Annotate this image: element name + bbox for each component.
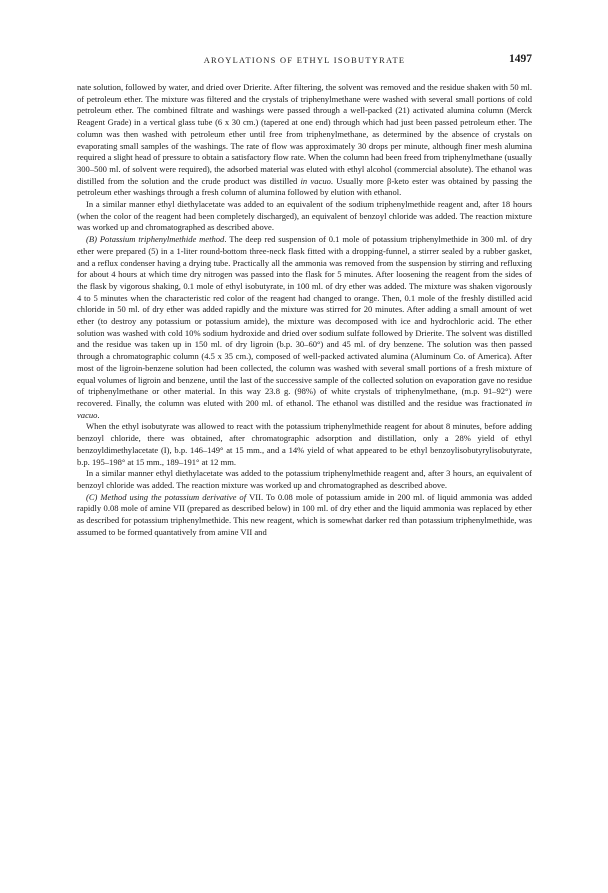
italic-text: in vacuo — [300, 175, 331, 186]
italic-text: Potassium triphenylmethide method — [99, 234, 225, 245]
paragraph — [77, 234, 532, 421]
paragraph — [77, 468, 532, 491]
paragraph-text: . — [97, 409, 100, 420]
page-header — [77, 53, 532, 69]
paragraph — [77, 199, 532, 234]
paragraph-text: . The deep red suspension of 0.1 mole of potassium triphenylmethide in 300 ml. of dry ether were prepared (5) in a 1-liter round-bottom three-neck flask fitted with a dropping-funnel, a stirrer sealed by a rubber gasket, and a reflux condenser having a drying tube. Practically all the ammonia was removed from the suspension by stirring and refluxing for about 4 hours at which time dry nitrogen was passed into the flask for 5 minutes. After loosening the reagent from the sides of the flask by vigorous shaking, 0.1 mole of ethyl isobutyrate, in 100 ml. of dry ether was added. The mixture was shaken vigorously 4 to 5 minutes when the characteristic red color of the reagent had changed to orange. Then, 0.1 mole of the freshly distilled acid chloride in 50 ml. of dry ether was added rapidly and the mixture was stirred for 20 minutes. After adding a small amount of wet ether (to destroy any potassium or potassium amide), the mixture was decomposed with ice and hydrochloric acid. The ether solution was washed with cold 10% sodium hydroxide and dried over sodium sulfate followed by Drierite. The solvent was distilled and the residue was taken up in 150 ml. of dry ligroin (b.p. 30–60°) and 45 ml. of dry benzene. The solution was then passed through a chromatographic column (4.5 x 35 cm.), composed of well-packed activated alumina (Aluminum Co. of America). After most of the ligroin-benzene solution had been collected, the column was washed with several small portions of a fresh mixture of equal volumes of ligroin and benzene, until the last of the successive sample of the collected solution on evaporation gave no residue of triphenylmethane or other material. In this way 23.8 g. (98%) of white crystals of triphenylmethane, (m.p. 91–92°) were recovered. Finally, the column was eluted with 200 ml. of ethanol. The ethanol was distilled and the residue was fractionated — [77, 234, 532, 408]
italic-text: (C) — [86, 491, 101, 502]
paragraph — [77, 492, 532, 539]
paragraph — [77, 82, 532, 199]
paragraph-text: VII. To 0.08 mole of potassium amide in 200 ml. of liquid ammonia was added rapidly 0.08 mole of amine VII (prepared as described below) in 100 ml. of dry ether and the liquid ammonia was replaced by ether as described for potassium triphenylmethide. This new reagent, which is somewhat darker red than potassium triphenylmethide, was assumed to be formed quantatively from amine VII and — [77, 491, 532, 537]
running-title: AROYLATIONS OF ETHYL ISOBUTYRATE — [203, 56, 406, 65]
italic-text: in vacuo — [77, 397, 532, 420]
italic-text: (B) — [86, 234, 100, 245]
paragraph-text: nate solution, followed by water, and dried over Drierite. After filtering, the solvent was removed and the residue shaken with 50 ml. of petroleum ether. The mixture was filtered and the crystals of triphenylmethane were washed with several small portions of cold petroleum ether. The combined filtrate and washings were passed through a well-packed (21) activated alumina column (Merck Reagent Grade) in a vertical glass tube (6 x 30 cm.) (tapered at one end) through which had just been passed petroleum ether. The column was then washed with petroleum ether until free from triphenylmethane, as determined by the absence of crystals on evaporating small samples of the washings. The rate of flow was approximately 30 drops per minute, although finer mesh alumina required a slight head of pressure to obtain a satisfactory flow rate. When the column had been freed from triphenylmethane (usually 300–500 ml. of solvent were required), the adsorbed material was eluted with ethyl alcohol (commercial absolute). The ethanol was distilled from the solution and the crude product was distilled — [77, 82, 532, 186]
paragraph-text: When the ethyl isobutyrate was allowed to react with the potassium triphenylmethide reagent for about 8 minutes, before adding benzoyl chloride, there was obtained, after chromatographic adsorption and distillation, only a 28% yield of ethyl benzoyldimethylacetate (I), b.p. 146–149° at 15 mm., and a 14% yield of what appeared to be ethyl benzoylisobutyrylisobutyrate, b.p. 195–198° at 15 mm., 189–191° at 12 mm. — [77, 421, 532, 467]
page-number: 1497 — [509, 53, 532, 65]
paragraph-text: In a similar manner ethyl diethylacetate was added to an equivalent of the sodium triphenylmethide reagent and, after 18 hours (when the color of the reagent had been completely discharged), an equivalent of benzoyl chloride was added. The reaction mixture was worked up and chromatographed as described above. — [77, 199, 532, 233]
italic-text: Method using the potassium derivative of — [100, 491, 250, 502]
paragraph-text: In a similar manner ethyl diethylacetate was added to the potassium triphenylmethide reagent and, after 3 hours, an equivalent of benzoyl chloride was added. The reaction mixture was worked up and chromatographed as described above. — [77, 468, 532, 490]
paragraph — [77, 421, 532, 468]
body-text — [77, 82, 532, 538]
paragraph-text: . Usually more β-keto ester was obtained by passing the petroleum ether washings through a fresh column of alumina followed by elution with ethanol. — [77, 175, 532, 198]
